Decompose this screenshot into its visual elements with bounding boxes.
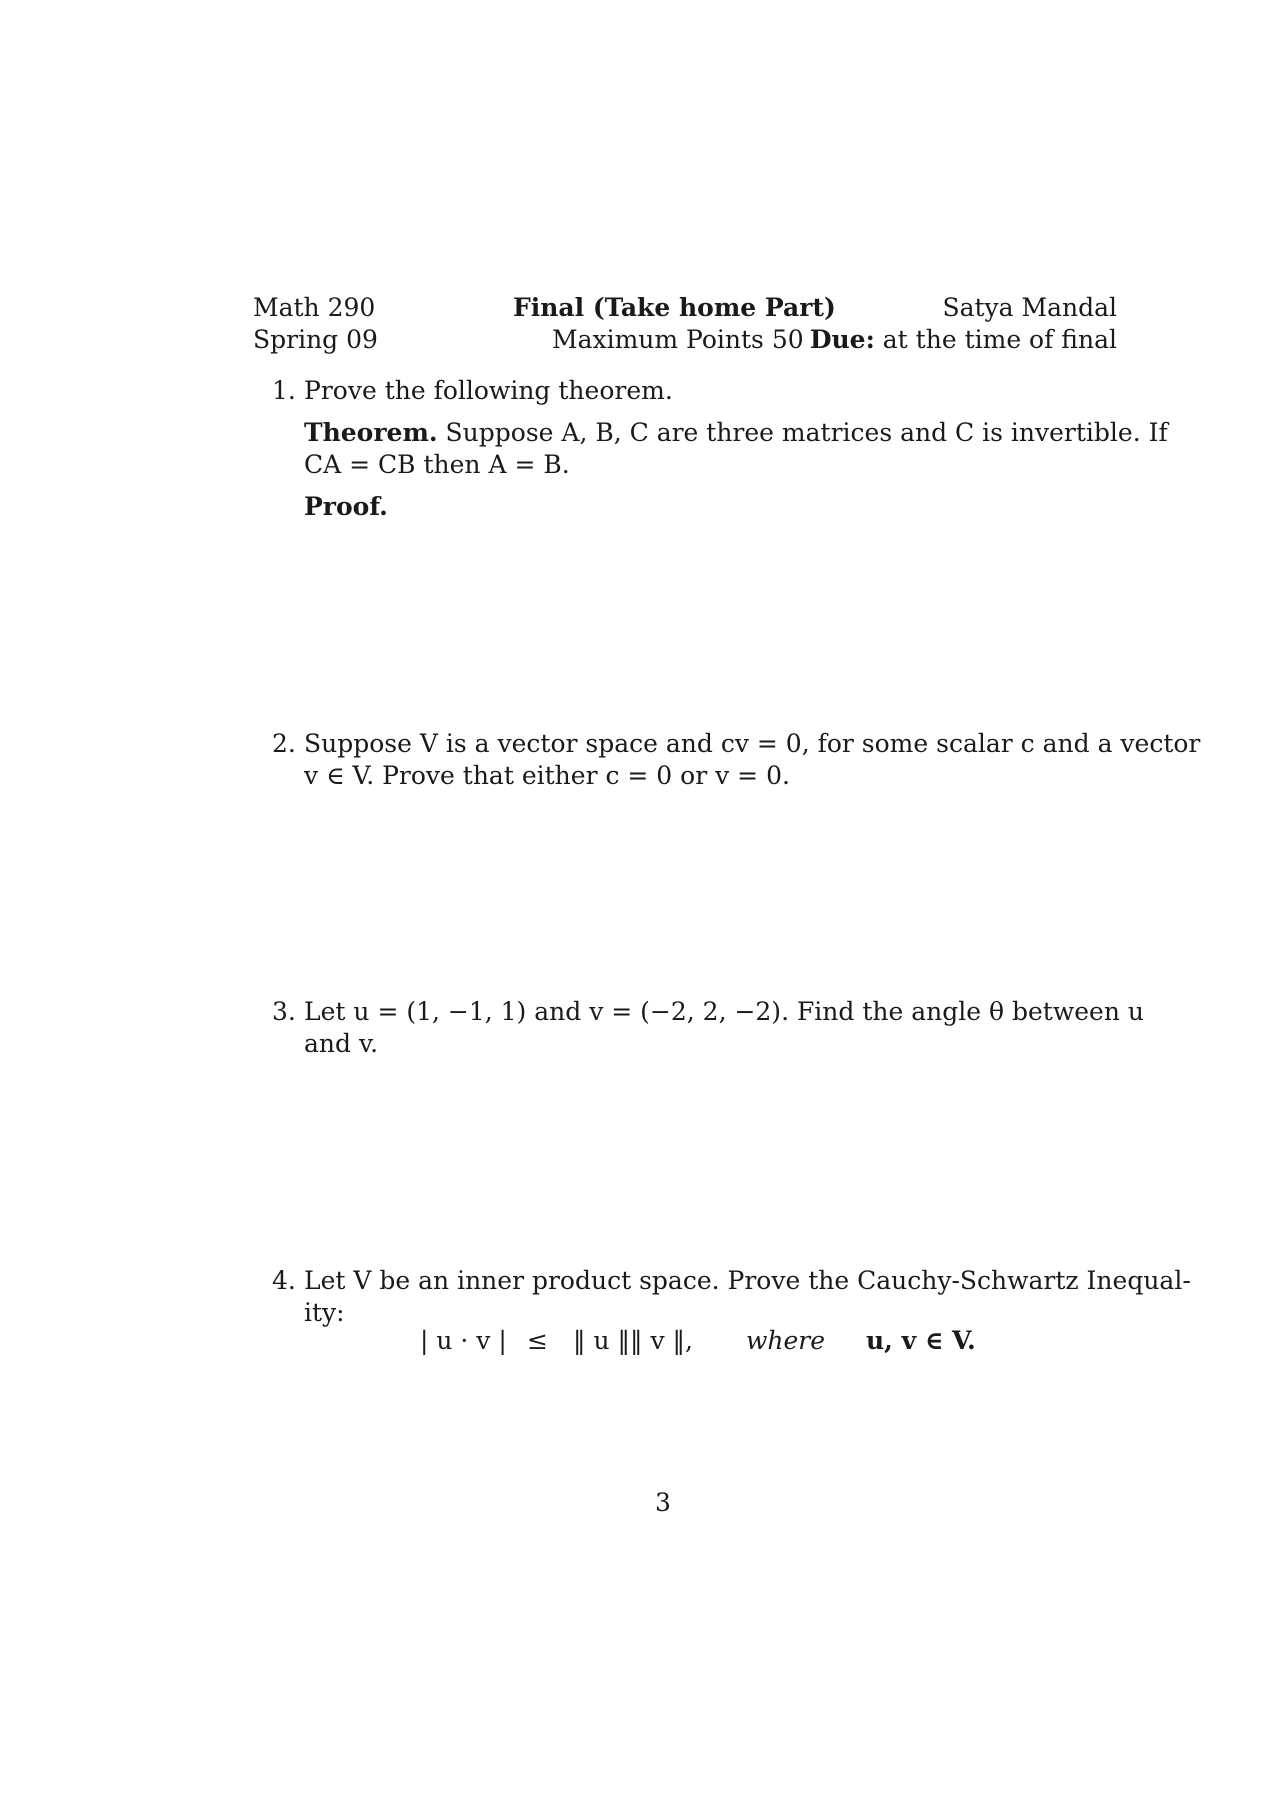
problem-3-line-2: and v. [304, 1029, 379, 1058]
formula-condition: u, v ∈ V. [866, 1326, 976, 1355]
problem-4-line-1: Let V be an inner product space. Prove the Cauchy-Schwartz Inequal- [304, 1266, 1191, 1295]
author-name: Satya Mandal [942, 293, 1117, 322]
theorem-text-1: Suppose A, B, C are three matrices and C is invertible. If [445, 418, 1168, 447]
problem-2-line-1: Suppose V is a vector space and cv = 0, for some scalar c and a vector [304, 729, 1201, 758]
due-label: Due: [809, 325, 875, 354]
formula-relation: ≤ [527, 1326, 548, 1355]
formula-lhs: | u · v | [420, 1326, 507, 1355]
problem-4-line-2: ity: [304, 1298, 345, 1327]
problem-4-number: 4. [272, 1266, 296, 1295]
formula-where: where [746, 1326, 826, 1355]
theorem-line-2: CA = CB then A = B. [304, 450, 570, 479]
term: Spring 09 [253, 325, 378, 354]
theorem-line-1 [304, 420, 1168, 445]
problem-3-line-1: Let u = (1, −1, 1) and v = (−2, 2, −2). Find the angle θ between u [304, 997, 1144, 1026]
problem-3-number: 3. [272, 997, 296, 1026]
exam-title: Final (Take home Part) [513, 293, 836, 322]
problem-2-number: 2. [272, 729, 296, 758]
course-name: Math 290 [253, 293, 376, 322]
theorem-label: Theorem. [304, 418, 438, 447]
max-points: Maximum Points 50 [552, 325, 804, 354]
formula-rhs: ‖ u ‖‖ v ‖, [573, 1326, 693, 1355]
problem-1-text: Prove the following theorem. [304, 376, 673, 405]
problem-2-line-2: v ∈ V. Prove that either c = 0 or v = 0. [304, 761, 790, 790]
due-info [810, 327, 1117, 352]
due-text: at the time of final [882, 325, 1117, 354]
problem-1-number: 1. [272, 376, 296, 405]
page-number: 3 [655, 1488, 671, 1517]
proof-label: Proof. [304, 492, 388, 521]
